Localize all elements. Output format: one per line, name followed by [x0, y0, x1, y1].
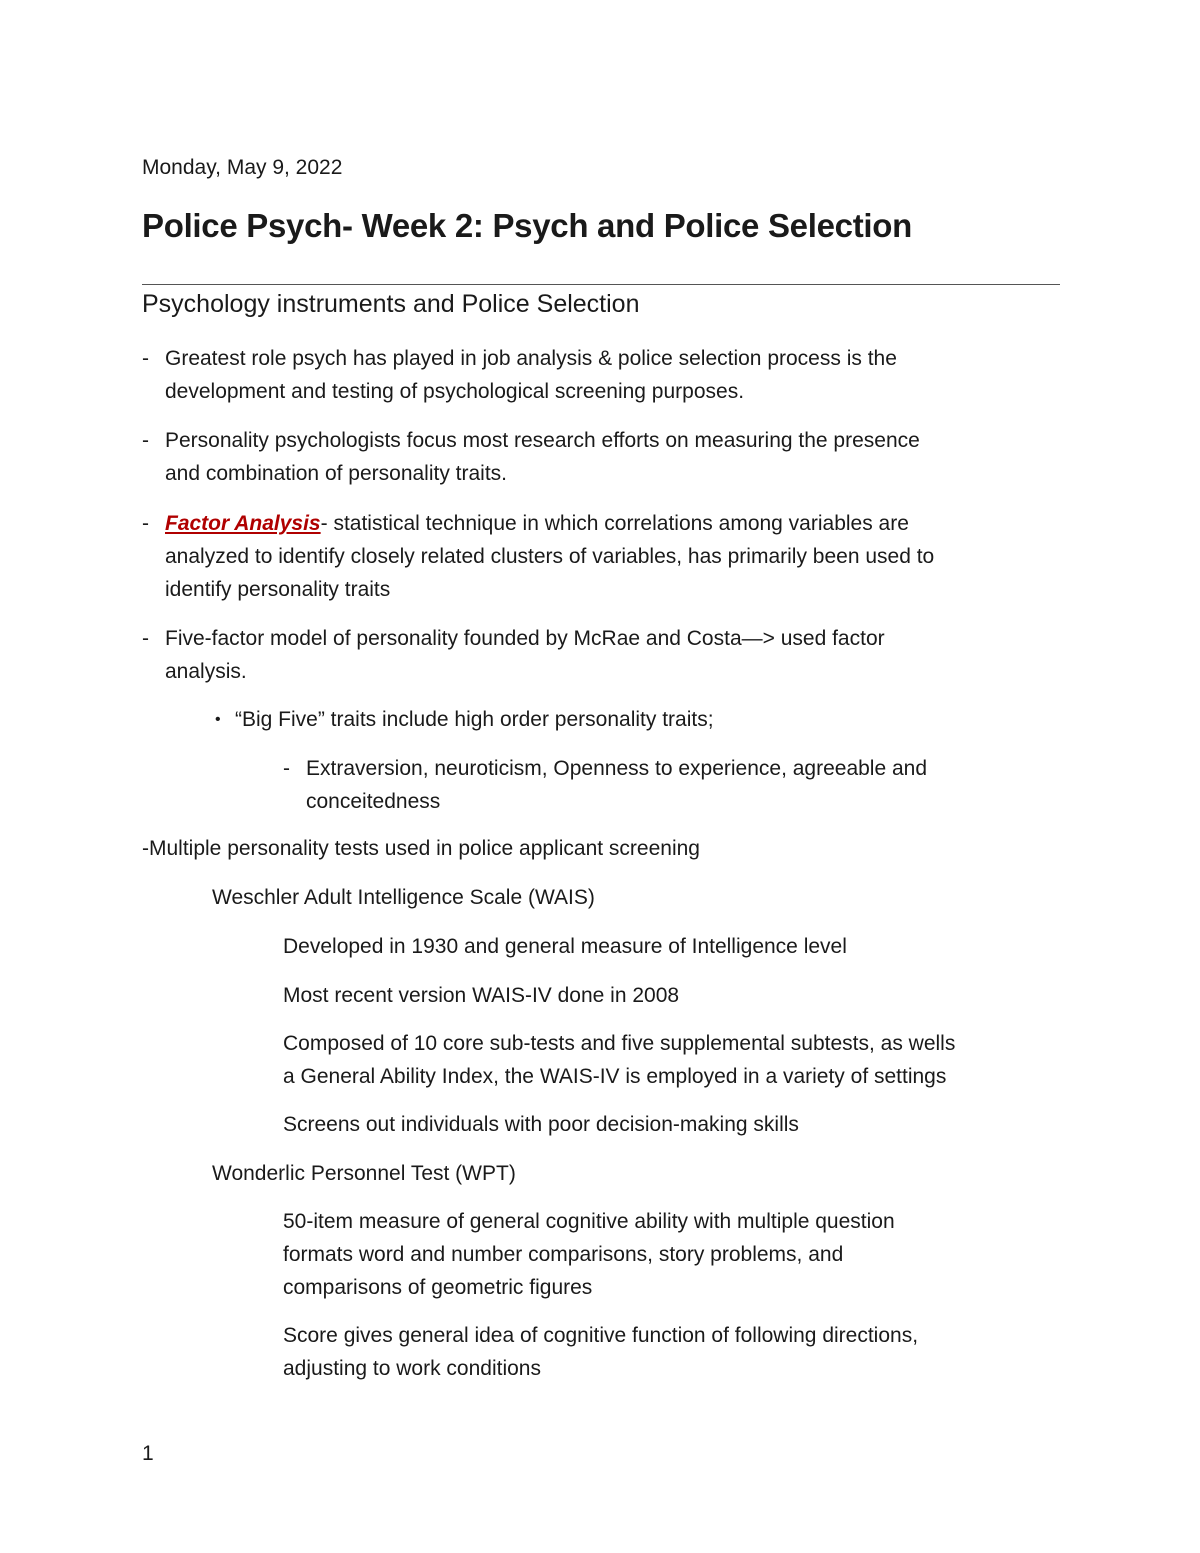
- detail-line: formats word and number comparisons, story problems, and: [283, 1243, 844, 1266]
- detail-line: 50-item measure of general cognitive ability with multiple question: [283, 1210, 895, 1233]
- bullet-item: [165, 342, 897, 408]
- bullet-line: conceitedness: [306, 790, 441, 813]
- bullet-marker: -: [142, 627, 149, 650]
- bullet-line: identify personality traits: [165, 578, 391, 601]
- sub-sub-bullet-marker: -: [283, 757, 290, 780]
- sub-bullet-text: “Big Five” traits include high order personality traits;: [235, 708, 714, 731]
- test-detail: [283, 1027, 955, 1093]
- bullet-line: Greatest role psych has played in job analysis & police selection process is the: [165, 347, 897, 370]
- document-date: Monday, May 9, 2022: [142, 156, 343, 179]
- page-number: 1: [142, 1442, 154, 1465]
- detail-line: comparisons of geometric figures: [283, 1276, 593, 1299]
- bullet-marker: -: [142, 429, 149, 452]
- section-heading: Psychology instruments and Police Selection: [142, 290, 640, 318]
- detail-line: Score gives general idea of cognitive function of following directions,: [283, 1324, 919, 1347]
- title-divider: [142, 284, 1060, 285]
- detail-line: Composed of 10 core sub-tests and five supplemental subtests, as wells: [283, 1032, 956, 1055]
- sub-bullet-marker: •: [215, 711, 221, 728]
- bullet-marker: -: [142, 512, 149, 535]
- test-name-wais: Weschler Adult Intelligence Scale (WAIS): [212, 886, 595, 909]
- multiple-tests-line: -Multiple personality tests used in police applicant screening: [142, 837, 700, 860]
- bullet-item-factor-analysis: [165, 507, 934, 606]
- test-detail: Screens out individuals with poor decision-making skills: [283, 1113, 799, 1136]
- bullet-item: [165, 622, 885, 688]
- factor-analysis-definition: - statistical technique in which correlations among variables are: [320, 512, 909, 535]
- sub-sub-bullet-item: [306, 752, 927, 818]
- factor-analysis-term: Factor Analysis: [165, 512, 321, 535]
- test-detail: Developed in 1930 and general measure of Intelligence level: [283, 935, 847, 958]
- test-name-wpt: Wonderlic Personnel Test (WPT): [212, 1162, 516, 1185]
- test-detail: Most recent version WAIS-IV done in 2008: [283, 984, 680, 1007]
- bullet-line: Extraversion, neuroticism, Openness to experience, agreeable and: [306, 757, 928, 780]
- bullet-line: analysis.: [165, 660, 247, 683]
- bullet-line: analyzed to identify closely related clusters of variables, has primarily been used to: [165, 545, 935, 568]
- document-title: Police Psych- Week 2: Psych and Police Selection: [142, 207, 912, 244]
- bullet-line: [165, 507, 934, 540]
- bullet-item: [165, 424, 920, 490]
- bullet-marker: -: [142, 347, 149, 370]
- detail-line: a General Ability Index, the WAIS-IV is employed in a variety of settings: [283, 1065, 947, 1088]
- test-detail: [283, 1319, 918, 1385]
- detail-line: adjusting to work conditions: [283, 1357, 541, 1380]
- bullet-line: development and testing of psychological screening purposes.: [165, 380, 745, 403]
- bullet-line: and combination of personality traits.: [165, 462, 508, 485]
- bullet-line: Five-factor model of personality founded by McRae and Costa—> used factor: [165, 627, 885, 650]
- bullet-line: Personality psychologists focus most research efforts on measuring the presence: [165, 429, 920, 452]
- test-detail: [283, 1205, 895, 1304]
